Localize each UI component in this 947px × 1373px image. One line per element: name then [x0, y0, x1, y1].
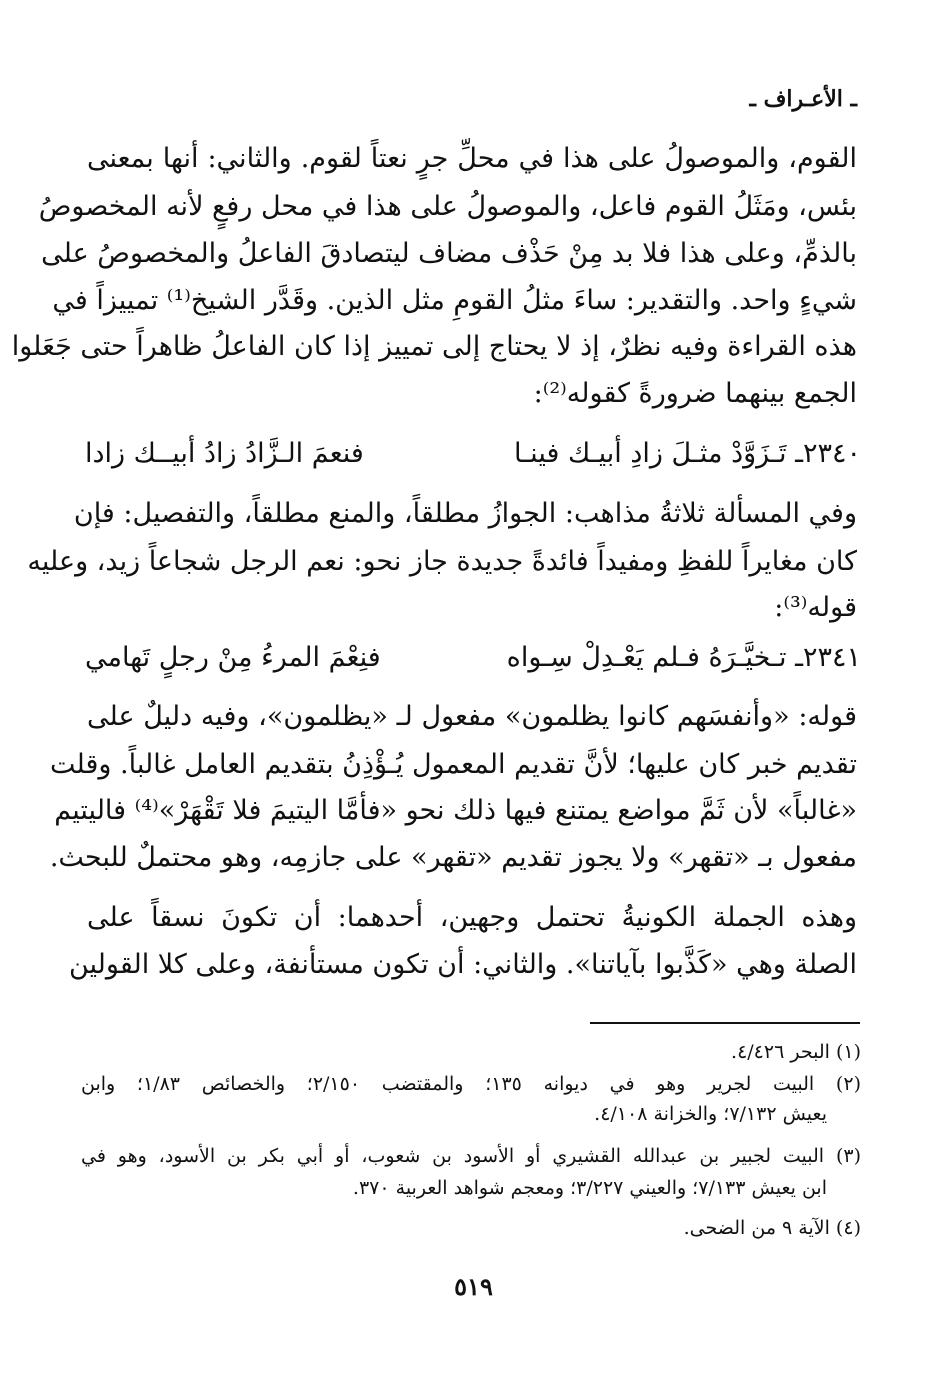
body-line: القوم، والموصولُ على هذا في محلِّ جرٍ نعتاً لقوم. والثاني: أنها بمعنى	[87, 143, 857, 174]
body-line: بئس، ومَثَلُ القوم فاعل، والموصولُ على هذا في محل رفعٍ لأنه المخصوصُ	[38, 191, 857, 222]
verse-2341	[85, 641, 861, 675]
verse-number: ٢٣٤٠ـ	[795, 438, 861, 469]
body-line: كان مغايراً للفظِ ومفيداً فائدةً جديدة جاز نحو: نعم الرجل شجاعاً زيد، وعليه	[27, 546, 857, 577]
verse-first-hemistich: ٢٣٤٠ـ تَـزَوَّدْ مثـلَ زادِ أبيـك فينـا	[514, 438, 861, 469]
footnote-1: (١) البحر ٤/٤٢٦.	[731, 1041, 861, 1063]
footnote-4: (٤) الآية ٩ من الضحى.	[683, 1217, 861, 1239]
body-line: وهذه الجملة الكونيةُ تحتمل وجهين، أحدهما: أن تكونَ نسقاً على	[87, 902, 857, 933]
footnote-2: (٢) البيت لجرير وهو في ديوانه ١٣٥؛ والمقتضب ٢/١٥٠؛ والخصائص ١/٨٣؛ وابن	[81, 1073, 861, 1095]
body-line: تقديم خبر كان عليها؛ لأنَّ تقديم المعمول يُـؤْذِنُ بتقديم العامل غالباً. وقلت	[50, 749, 857, 780]
footnote-separator	[590, 1022, 860, 1024]
verse-number: ٢٣٤١ـ	[795, 642, 861, 673]
body-line: مفعول بـ «تقهر» ولا يجوز تقديم «تقهر» على جازمِه، وهو محتملٌ للبحث.	[49, 842, 857, 873]
body-line: الجمع بينهما ضرورةً كقوله⁽²⁾:	[533, 378, 857, 409]
body-line: بالذمِّ، وعلى هذا فلا بد مِنْ حَذْف مضاف ليتصادقَ الفاعلُ والمخصوصُ على	[41, 238, 857, 269]
verse-second-hemistich: فنِعْمَ المرءُ مِنْ رجلٍ تَهامي	[85, 642, 381, 673]
body-line: قوله: «وأنفسَهم كانوا يظلمون» مفعول لـ «يظلمون»، وفيه دليلٌ على	[87, 701, 857, 732]
verse-2340	[85, 437, 861, 471]
footnote-3: (٣) البيت لجبير بن عبدالله القشيري أو الأسود بن شعوب، أو أبي بكر بن الأسود، وهو في	[81, 1145, 861, 1167]
verse-first-hemistich: ٢٣٤١ـ تـخيَّـرَهُ فـلم يَعْـدِلْ سِـواه	[506, 642, 861, 673]
running-header: ـ الأعـراف ـ	[749, 86, 857, 112]
body-line: قوله⁽³⁾:	[774, 592, 857, 623]
body-line: الصلة وهي «كَذَّبوا بآياتنا». والثاني: أن تكون مستأنفة، وعلى كلا القولين	[68, 949, 857, 980]
body-line: «غالباً» لأن ثَمَّ مواضع يمتنع فيها ذلك نحو «فأمَّا اليتيمَ فلا تَقْهَرْ»⁽⁴⁾ فاليتيم	[54, 795, 857, 826]
body-line: هذه القراءة وفيه نظرٌ، إذ لا يحتاج إلى تمييز إذا كان الفاعلُ ظاهراً حتى جَعَلوا	[11, 331, 857, 362]
verse-second-hemistich: فنعمَ الـزَّادُ زادُ أبيــك زادا	[85, 438, 364, 469]
body-line: شيءٍ واحد. والتقدير: ساءَ مثلُ القومِ مثل الذين. وقَدَّر الشيخ⁽¹⁾ تمييزاً في	[52, 285, 857, 316]
footnote-3-continued: ابن يعيش ٧/١٣٣؛ والعيني ٣/٢٢٧؛ ومعجم شواهد العربية ٣٧٠.	[352, 1177, 827, 1199]
page-number: ٥١٩	[454, 1272, 493, 1301]
body-line: وفي المسألة ثلاثةُ مذاهب: الجوازُ مطلقاً، والمنع مطلقاً، والتفصيل: فإن	[73, 498, 857, 529]
footnote-2-continued: يعيش ٧/١٣٢؛ والخزانة ٤/١٠٨.	[594, 1103, 827, 1125]
